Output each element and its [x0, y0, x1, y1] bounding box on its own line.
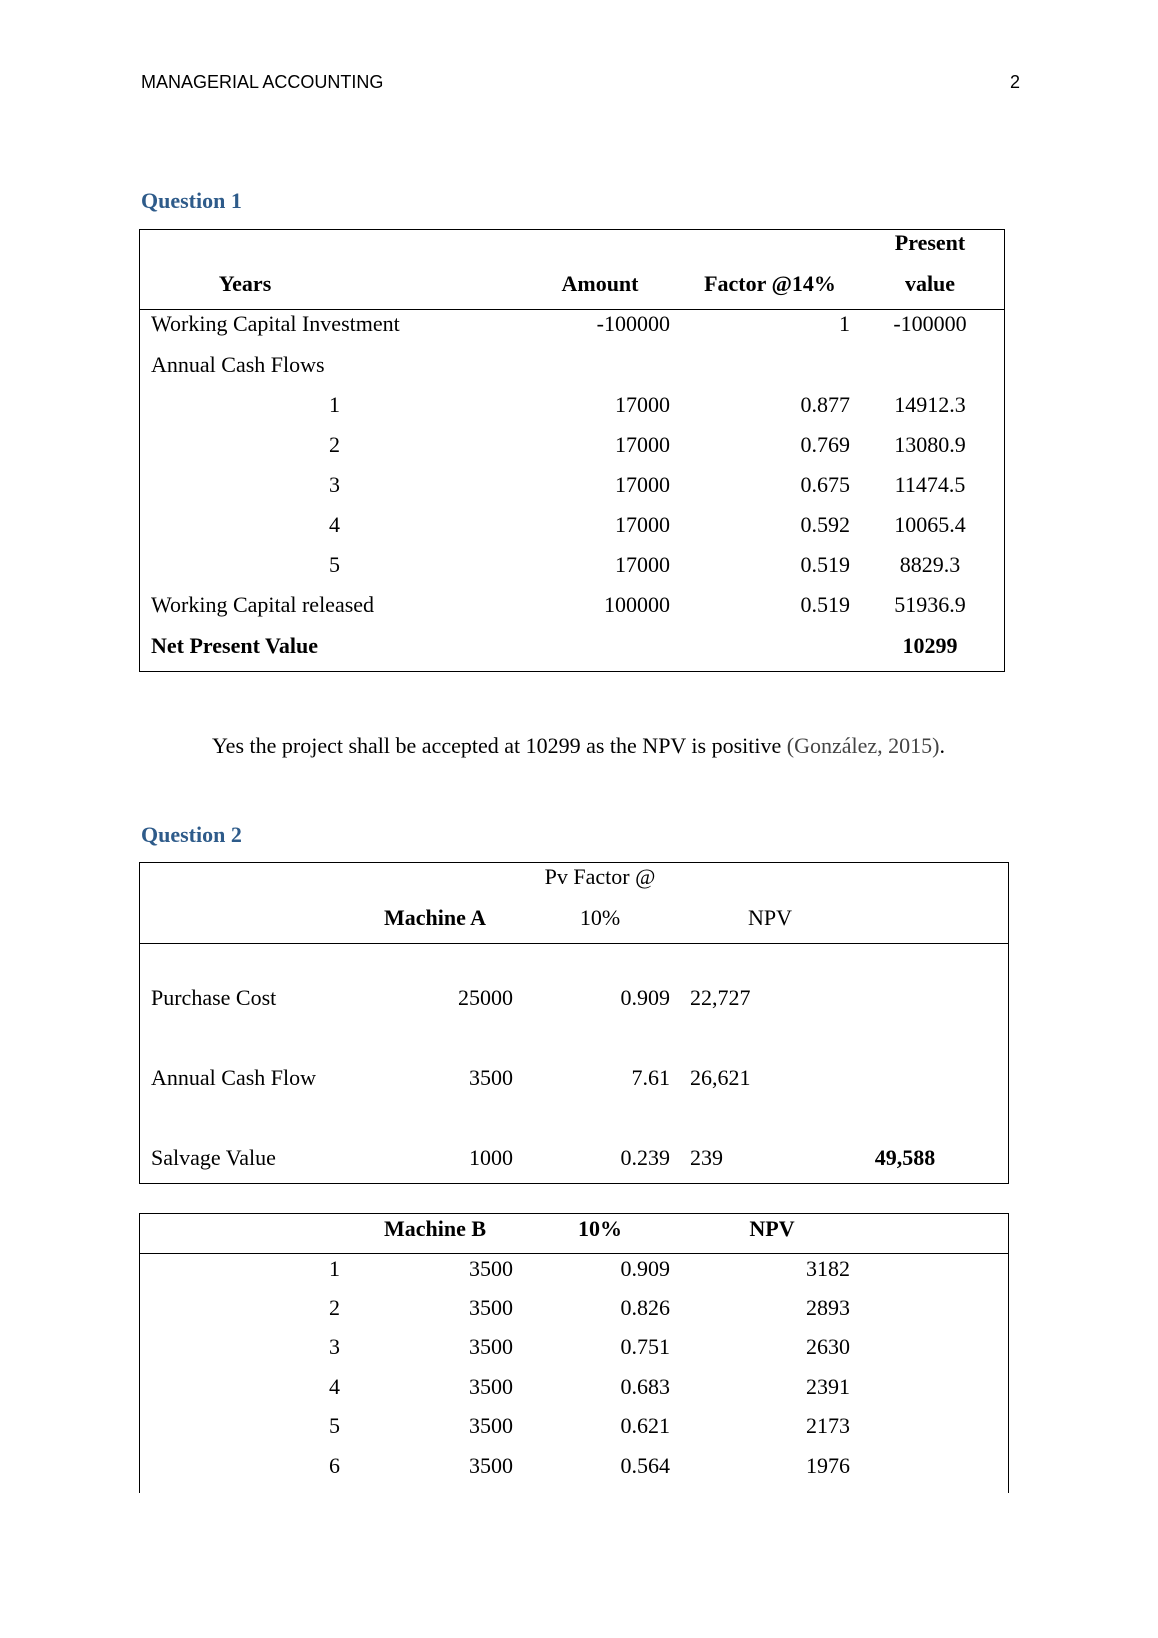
machine-a-row-npv: 22,727 [690, 985, 751, 1010]
q1-row-pv: 51936.9 [894, 592, 966, 617]
machine-a-header-divider [139, 943, 1009, 944]
machine-b-right-border [1008, 1213, 1009, 1493]
q1-row-pv: -100000 [893, 311, 967, 336]
q1-row-label: Working Capital Investment [151, 311, 400, 336]
q1-conclusion-period: . [939, 733, 945, 758]
machine-b-row-factor: 0.683 [620, 1374, 670, 1399]
q1-header-pv-line1: Present [894, 230, 966, 255]
machine-a-row-label: Purchase Cost [151, 985, 277, 1010]
machine-a-header-factor-line2: 10% [579, 905, 621, 930]
machine-a-row-label: Salvage Value [151, 1145, 276, 1170]
machine-b-row-factor: 0.909 [620, 1256, 670, 1281]
q1-header-years: Years [218, 271, 272, 296]
machine-b-row-amount: 3500 [469, 1295, 513, 1320]
machine-b-header-machine: Machine B [383, 1216, 487, 1241]
machine-b-row-factor: 0.826 [620, 1295, 670, 1320]
q1-row-factor: 0.675 [800, 472, 850, 497]
machine-a-header-machine: Machine A [383, 905, 487, 930]
q1-row-pv: 13080.9 [894, 432, 966, 457]
q1-row-pv: 14912.3 [894, 392, 966, 417]
machine-a-total-npv: 49,588 [874, 1145, 936, 1170]
q1-row-year: 5 [329, 552, 340, 577]
q1-row-factor: 1 [839, 311, 850, 336]
machine-b-top-border [139, 1213, 1009, 1214]
machine-a-row-amount: 3500 [469, 1065, 513, 1090]
machine-a-header-npv: NPV [747, 905, 792, 930]
q1-conclusion-text: Yes the project shall be accepted at 10299 as the NPV is positive [212, 733, 782, 758]
page-number: 2 [1010, 72, 1021, 92]
q1-row-factor: 0.592 [800, 512, 850, 537]
machine-b-row-year: 6 [329, 1453, 340, 1478]
machine-b-header-factor: 10% [578, 1216, 622, 1241]
machine-a-row-npv: 26,621 [690, 1065, 751, 1090]
q1-header-pv-line2: value [904, 271, 956, 296]
q1-row-amount: 100000 [604, 592, 670, 617]
machine-b-row-factor: 0.564 [620, 1453, 670, 1478]
q1-row-amount: 17000 [615, 472, 670, 497]
machine-b-row-npv: 2893 [806, 1295, 850, 1320]
question-1-title: Question 1 [141, 188, 242, 213]
q1-row-amount: 17000 [615, 552, 670, 577]
machine-a-row-factor: 7.61 [631, 1065, 670, 1090]
q1-citation: (González, 2015) [786, 733, 940, 758]
q1-header-factor: Factor @14% [704, 271, 836, 296]
q1-row-factor: 0.877 [800, 392, 850, 417]
machine-b-row-year: 1 [329, 1256, 340, 1281]
q1-row-pv: 10065.4 [894, 512, 966, 537]
q1-row-amount: 17000 [615, 512, 670, 537]
machine-b-header-npv: NPV [749, 1216, 795, 1241]
q1-header-divider [139, 309, 1005, 310]
machine-b-row-amount: 3500 [469, 1413, 513, 1438]
machine-b-row-npv: 2391 [806, 1374, 850, 1399]
machine-b-row-factor: 0.621 [620, 1413, 670, 1438]
q1-row-amount: 17000 [615, 432, 670, 457]
machine-a-row-npv: 239 [690, 1145, 723, 1170]
machine-b-row-npv: 3182 [806, 1256, 850, 1281]
q1-row-year: 4 [329, 512, 340, 537]
q1-row-year: 1 [329, 392, 340, 417]
q1-row-label: Working Capital released [151, 592, 375, 617]
q1-row-amount: -100000 [596, 311, 670, 336]
machine-b-row-year: 3 [329, 1334, 340, 1359]
q1-row-label: Annual Cash Flows [151, 352, 325, 377]
machine-b-row-factor: 0.751 [620, 1334, 670, 1359]
machine-b-header-divider [139, 1253, 1009, 1254]
q1-row-factor: 0.519 [800, 592, 850, 617]
machine-b-row-amount: 3500 [469, 1334, 513, 1359]
q1-row-pv: 11474.5 [894, 472, 966, 497]
machine-a-header-factor-line1: Pv Factor @ [544, 864, 656, 889]
machine-a-row-amount: 25000 [458, 985, 513, 1010]
machine-a-row-amount: 1000 [469, 1145, 513, 1170]
machine-b-row-npv: 2173 [806, 1413, 850, 1438]
running-header-title: MANAGERIAL ACCOUNTING [141, 72, 384, 92]
machine-b-row-year: 2 [329, 1295, 340, 1320]
q1-header-amount: Amount [561, 271, 639, 296]
machine-b-row-year: 4 [329, 1374, 340, 1399]
q1-conclusion [212, 733, 945, 759]
q1-total-label: Net Present Value [151, 633, 319, 658]
q1-total-npv: 10299 [902, 633, 958, 658]
q1-row-amount: 17000 [615, 392, 670, 417]
machine-b-left-border [139, 1213, 140, 1493]
machine-b-row-npv: 2630 [806, 1334, 850, 1359]
q1-row-pv: 8829.3 [899, 552, 961, 577]
machine-b-row-amount: 3500 [469, 1453, 513, 1478]
machine-a-row-label: Annual Cash Flow [151, 1065, 316, 1090]
machine-a-row-factor: 0.239 [620, 1145, 670, 1170]
q1-row-year: 3 [329, 472, 340, 497]
machine-b-row-amount: 3500 [469, 1374, 513, 1399]
question-2-title: Question 2 [141, 822, 242, 847]
machine-b-row-year: 5 [329, 1413, 340, 1438]
q1-row-factor: 0.769 [800, 432, 850, 457]
machine-b-row-amount: 3500 [469, 1256, 513, 1281]
q1-row-year: 2 [329, 432, 340, 457]
machine-a-row-factor: 0.909 [620, 985, 670, 1010]
machine-b-row-npv: 1976 [806, 1453, 850, 1478]
q1-row-factor: 0.519 [800, 552, 850, 577]
